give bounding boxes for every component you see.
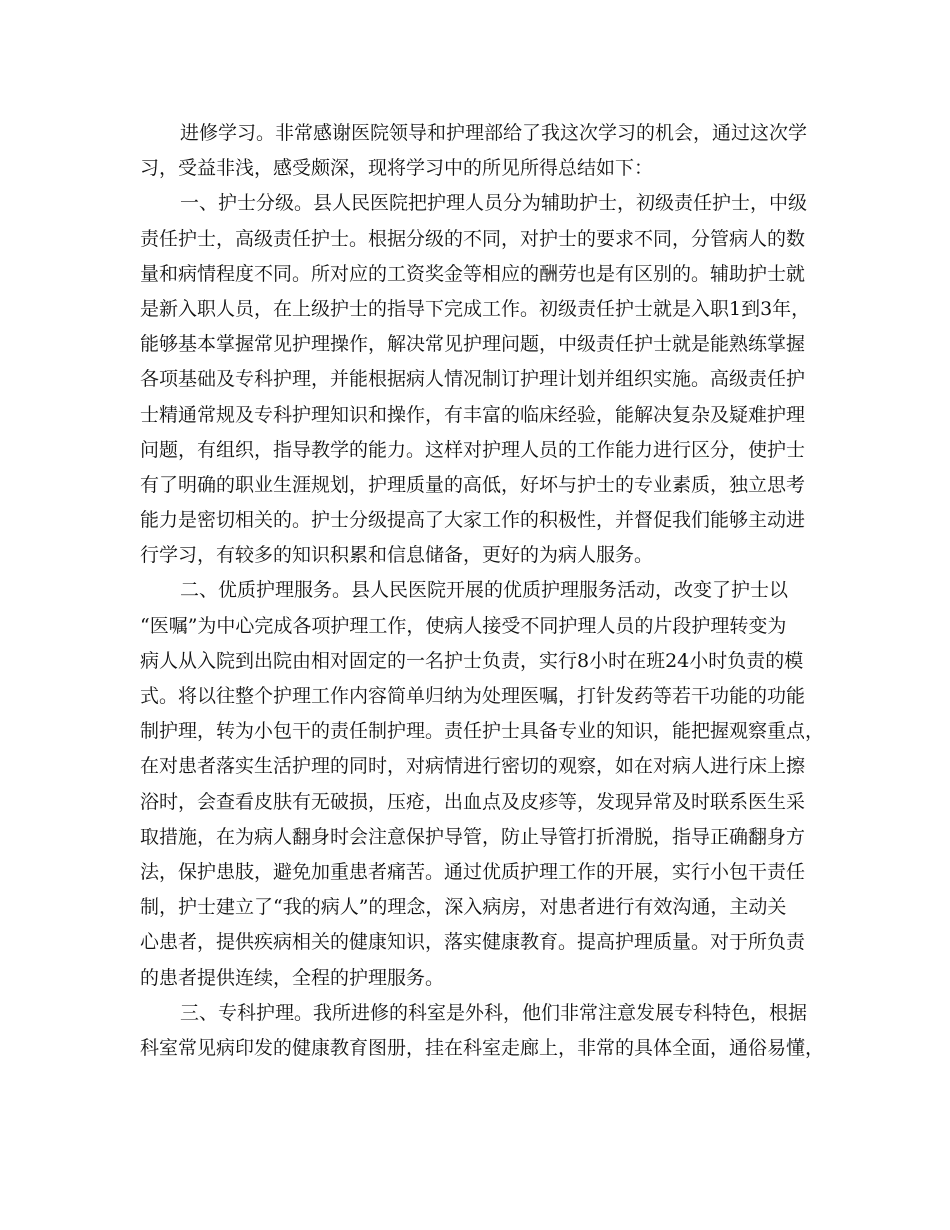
text-line: 一、护士分级。县人民医院把护理人员分为辅助护士，初级责任护士，中级 (180, 192, 808, 215)
text-line: 病人从入院到出院由相对固定的一名护士负责，实行8小时在班24小时负责的模 (140, 649, 804, 672)
text-line: 习，受益非浅，感受颇深，现将学习中的所见所得总结如下： (140, 157, 654, 180)
text-line: 制，护士建立了“我的病人”的理念，深入病房，对患者进行有效沟通，主动关 (140, 896, 787, 919)
text-line: 责任护士，高级责任护士。根据分级的不同，对护士的要求不同，分管病人的数 (140, 227, 806, 250)
text-line: 问题，有组织，指导教学的能力。这样对护理人员的工作能力进行区分，使护士 (140, 438, 806, 461)
body-text (140, 116, 825, 1066)
text-line: 是新入职人员，在上级护士的指导下完成工作。初级责任护士就是入职1到3年， (140, 297, 811, 320)
text-line: 量和病情程度不同。所对应的工资奖金等相应的酬劳也是有区别的。辅助护士就 (140, 262, 806, 285)
text-line: 有了明确的职业生涯规划，护理质量的高低，好坏与护士的专业素质，独立思考 (140, 473, 806, 496)
text-line: 科室常见病印发的健康教育图册，挂在科室走廊上，非常的具体全面，通俗易懂， (140, 1036, 825, 1059)
text-line: 在对患者落实生活护理的同时，对病情进行密切的观察，如在对病人进行床上擦 (140, 755, 806, 778)
text-line: 法，保护患肢，避免加重患者痛苦。通过优质护理工作的开展，实行小包干责任 (140, 860, 806, 883)
text-line: 式。将以往整个护理工作内容简单归纳为处理医嘱，打针发药等若干功能的功能 (140, 685, 806, 707)
text-line: 的患者提供连续，全程的护理服务。 (140, 966, 445, 989)
text-line: 心患者，提供疾病相关的健康知识，落实健康教育。提高护理质量。对于所负责 (140, 931, 806, 954)
text-line: 行学习，有较多的知识积累和信息储备，更好的为病人服务。 (140, 544, 654, 567)
text-line: 三、专科护理。我所进修的科室是外科，他们非常注意发展专科特色，根据 (180, 1001, 808, 1024)
text-line: 士精通常规及专科护理知识和操作，有丰富的临床经验，能解决复杂及疑难护理 (140, 403, 806, 426)
text-line: 能够基本掌握常见护理操作，解决常见护理问题，中级责任护士就是能熟练掌握 (140, 333, 806, 356)
text-line: 浴时，会查看皮肤有无破损，压疮，出血点及皮疹等，发现异常及时联系医生采 (140, 790, 806, 813)
text-line: 能力是密切相关的。护士分级提高了大家工作的积极性，并督促我们能够主动进 (140, 509, 806, 532)
text-line: 进修学习。非常感谢医院领导和护理部给了我这次学习的机会，通过这次学 (180, 122, 808, 144)
text-line: “医嘱”为中心完成各项护理工作，使病人接受不同护理人员的片段护理转变为 (140, 614, 787, 637)
text-line: 取措施，在为病人翻身时会注意保护导管，防止导管打折滑脱，指导正确翻身方 (140, 825, 806, 848)
text-line: 各项基础及专科护理，并能根据病人情况制订护理计划并组织实施。高级责任护 (140, 368, 806, 391)
text-line: 二、优质护理服务。县人民医院开展的优质护理服务活动，改变了护士以 (180, 579, 789, 602)
text-line: 制护理，转为小包干的责任制护理。责任护士具备专业的知识，能把握观察重点， (140, 720, 825, 743)
